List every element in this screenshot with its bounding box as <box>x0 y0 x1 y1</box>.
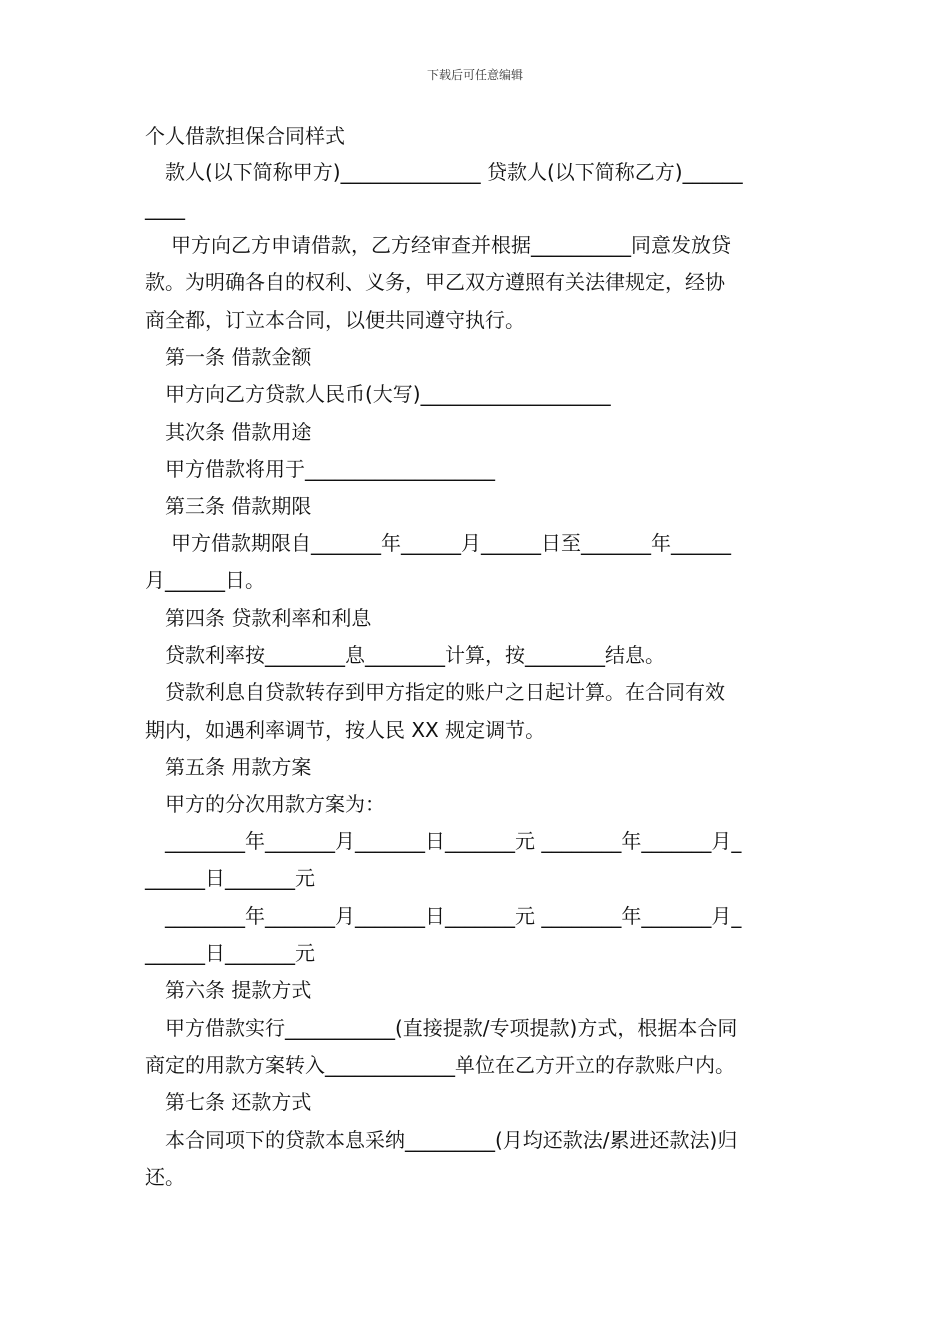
article-5-plan-row-2b: ______日_______元 <box>145 941 315 965</box>
article-5-heading: 第五条 用款方案 <box>165 755 312 779</box>
article-1-text: 甲方向乙方贷款人民币(大写)___________________ <box>165 382 611 406</box>
article-5-plan-row-1b: ______日_______元 <box>145 866 315 890</box>
article-1-heading: 第一条 借款金额 <box>165 345 312 369</box>
article-7-heading: 第七条 还款方式 <box>165 1090 312 1114</box>
article-6-text-2: 商定的用款方案转入_____________单位在乙方开立的存款账户内。 <box>145 1053 735 1077</box>
article-5-plan-row-1a: ________年_______月_______日_______元 ________年_______月_ <box>165 829 742 853</box>
parties-line-continued: ____ <box>145 196 185 220</box>
article-5-text: 甲方的分次用款方案为： <box>165 792 385 816</box>
page-header: 下载后可任意编辑 <box>426 68 523 82</box>
article-6-heading: 第六条 提款方式 <box>165 978 312 1002</box>
article-6-text-1: 甲方借款实行___________(直接提款/专项提款)方式，根据本合同 <box>165 1016 738 1040</box>
document-title: 个人借款担保合同样式 <box>145 124 345 148</box>
article-2-text: 甲方借款将用于___________________ <box>165 457 495 481</box>
article-4-heading: 第四条 贷款利率和利息 <box>165 606 372 630</box>
article-4-paragraph-1: 贷款利息自贷款转存到甲方指定的账户之日起计算。在合同有效 <box>165 680 725 704</box>
intro-line-3: 商全都，订立本合同，以便共同遵守执行。 <box>145 308 525 332</box>
article-3-text-2: 月______日。 <box>145 568 265 592</box>
intro-line-1: 甲方向乙方申请借款，乙方经审查并根据__________同意发放贷 <box>171 233 731 257</box>
article-7-text-2: 还。 <box>145 1165 185 1189</box>
article-3-text-1: 甲方借款期限自_______年______月______日至_______年______ <box>171 531 731 555</box>
article-3-heading: 第三条 借款期限 <box>165 494 312 518</box>
article-4-text: 贷款利率按________息________计算，按________结息。 <box>165 643 665 667</box>
article-5-plan-row-2a: ________年_______月_______日_______元 ________年_______月_ <box>165 904 742 928</box>
article-7-text-1: 本合同项下的贷款本息采纳_________(月均还款法/累进还款法)归 <box>165 1128 738 1152</box>
article-4-paragraph-2: 期内，如遇利率调节，按人民 XX 规定调节。 <box>145 718 546 742</box>
parties-line: 款人(以下简称甲方)______________ 贷款人(以下简称乙方)______ <box>165 160 743 184</box>
article-2-heading: 其次条 借款用途 <box>165 420 312 444</box>
intro-line-2: 款。为明确各自的权利、义务，甲乙双方遵照有关法律规定，经协 <box>145 270 725 294</box>
